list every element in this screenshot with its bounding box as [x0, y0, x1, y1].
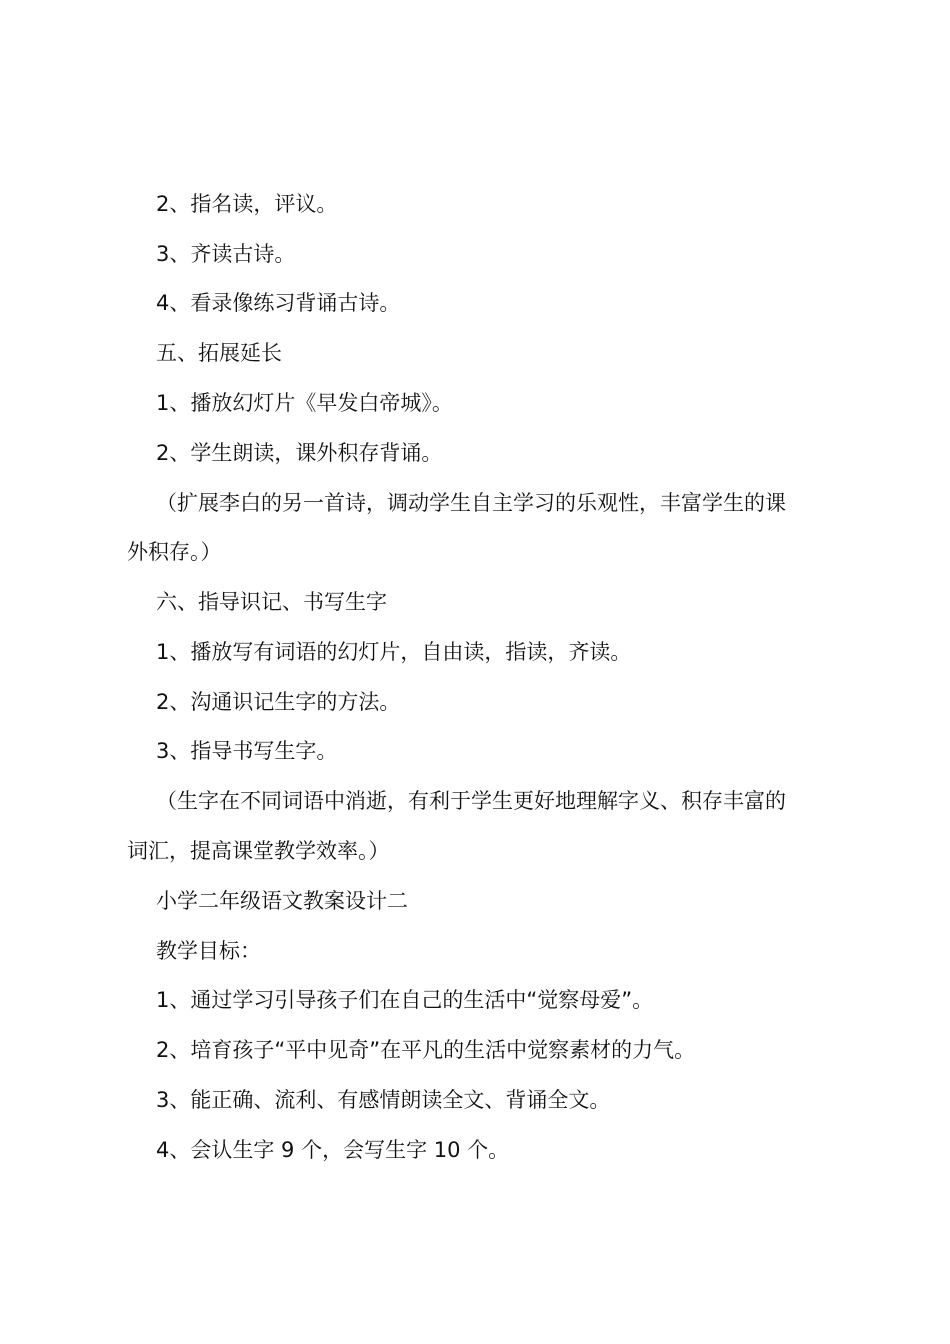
text-line: 1、播放幻灯片《早发白帝城》。: [156, 391, 453, 415]
section-heading: 六、指导识记、书写生字: [156, 590, 387, 614]
section-heading: 五、拓展延长: [156, 341, 282, 365]
section-heading: 小学二年级语文教案设计二: [156, 889, 408, 913]
text-line: 3、指导书写生字。: [156, 739, 338, 763]
text-line: 2、培育孩子“平中见奇”在平凡的生活中觉察素材的力气。: [156, 1038, 696, 1062]
text-line: 2、学生朗读，课外积存背诵。: [156, 441, 443, 465]
text-line: 1、播放写有词语的幻灯片，自由读，指读，齐读。: [156, 640, 632, 664]
text-line: （生字在不同词语中消逝，有利于学生更好地理解字义、积存丰富的: [156, 789, 786, 813]
text-line: 词汇，提高课堂教学效率。）: [127, 839, 390, 863]
text-line: 1、通过学习引导孩子们在自己的生活中“觉察母爱”。: [156, 988, 654, 1012]
text-line: 4、会认生字 9 个，会写生字 10 个。: [156, 1138, 510, 1162]
text-line: 4、看录像练习背诵古诗。: [156, 291, 401, 315]
text-line: 2、沟通识记生字的方法。: [156, 690, 401, 714]
text-line: 2、指名读，评议。: [156, 192, 338, 216]
text-line: 教学目标：: [156, 939, 261, 963]
text-line: 3、齐读古诗。: [156, 242, 296, 266]
text-line: （扩展李白的另一首诗，调动学生自主学习的乐观性，丰富学生的课: [156, 491, 786, 515]
text-line: 外积存。）: [127, 540, 222, 564]
text-line: 3、能正确、流利、有感情朗读全文、背诵全文。: [156, 1088, 611, 1112]
